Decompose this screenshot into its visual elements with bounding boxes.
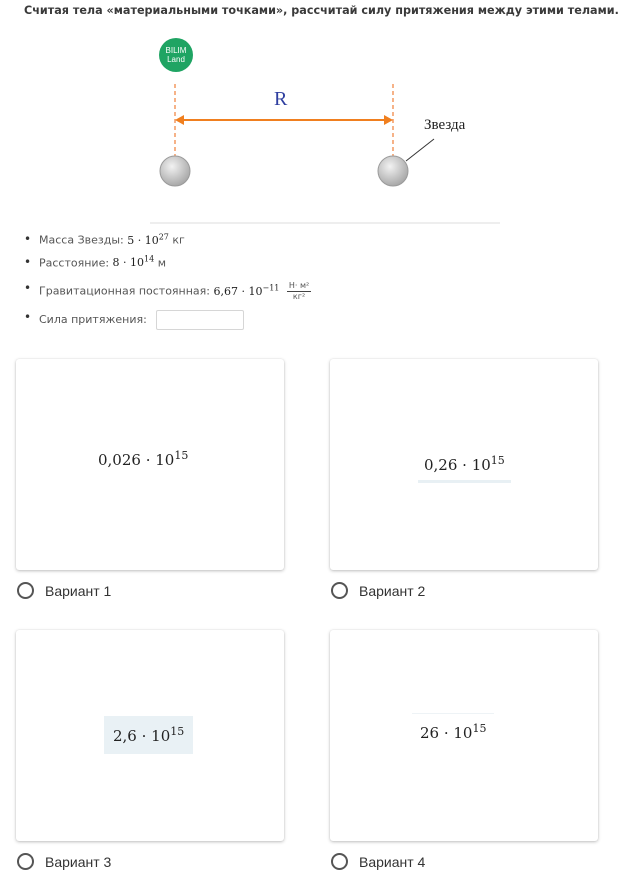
option-value-4[interactable]: $26 \cdot 10^{15}$	[412, 713, 494, 742]
distance-label: R	[274, 88, 288, 110]
question-text: Считая тела «материальными точками», рассчитай силу притяжения между этими телами.	[24, 4, 619, 17]
star-label: Звезда	[424, 117, 466, 133]
option-card-1[interactable]	[16, 359, 284, 570]
option-radio-1[interactable]: Вариант 1	[17, 582, 111, 599]
option-card-4[interactable]	[330, 630, 598, 841]
arrow-head-left	[175, 115, 184, 125]
gravity-diagram	[0, 0, 621, 230]
radio-icon[interactable]	[331, 853, 348, 870]
star-ball	[378, 156, 408, 186]
distance-fact: • Расстояние: $8 \cdot 10^{14}$ м	[24, 255, 311, 270]
option-radio-4[interactable]: Вариант 4	[331, 853, 425, 870]
option-value-2[interactable]: $0,26 \cdot 10^{15}$	[418, 454, 511, 483]
mass-fact: • Масса Звезды: $5 \cdot 10^{27}$ кг	[24, 232, 311, 247]
force-fact: • Сила притяжения:	[24, 310, 311, 330]
option-radio-3[interactable]: Вариант 3	[17, 853, 111, 870]
bilimland-logo: BILIM Land	[159, 38, 193, 72]
radio-icon[interactable]	[17, 582, 34, 599]
g-unit-fraction: $\frac{\text{Н· м²}}{\text{кг²}}$	[288, 281, 310, 302]
radio-icon[interactable]	[331, 582, 348, 599]
option-value-1[interactable]: $0,026 \cdot 10^{15}$	[98, 449, 189, 469]
force-answer-drop-zone[interactable]	[156, 310, 244, 330]
option-card-2[interactable]	[330, 359, 598, 570]
given-data-list	[24, 232, 311, 338]
radio-icon[interactable]	[17, 853, 34, 870]
option-value-3[interactable]: $2,6 \cdot 10^{15}$	[104, 716, 193, 754]
star-pointer-line	[406, 139, 434, 161]
gravitational-constant-fact: • Гравитационная постоянная: $6,67 \cdot 10^{-11}$ $\frac{\text{Н· м²}}{\text{кг²}}$	[24, 281, 311, 302]
body-left-ball	[160, 156, 190, 186]
option-radio-2[interactable]: Вариант 2	[331, 582, 425, 599]
arrow-head-right	[384, 115, 393, 125]
option-card-3[interactable]	[16, 630, 284, 841]
